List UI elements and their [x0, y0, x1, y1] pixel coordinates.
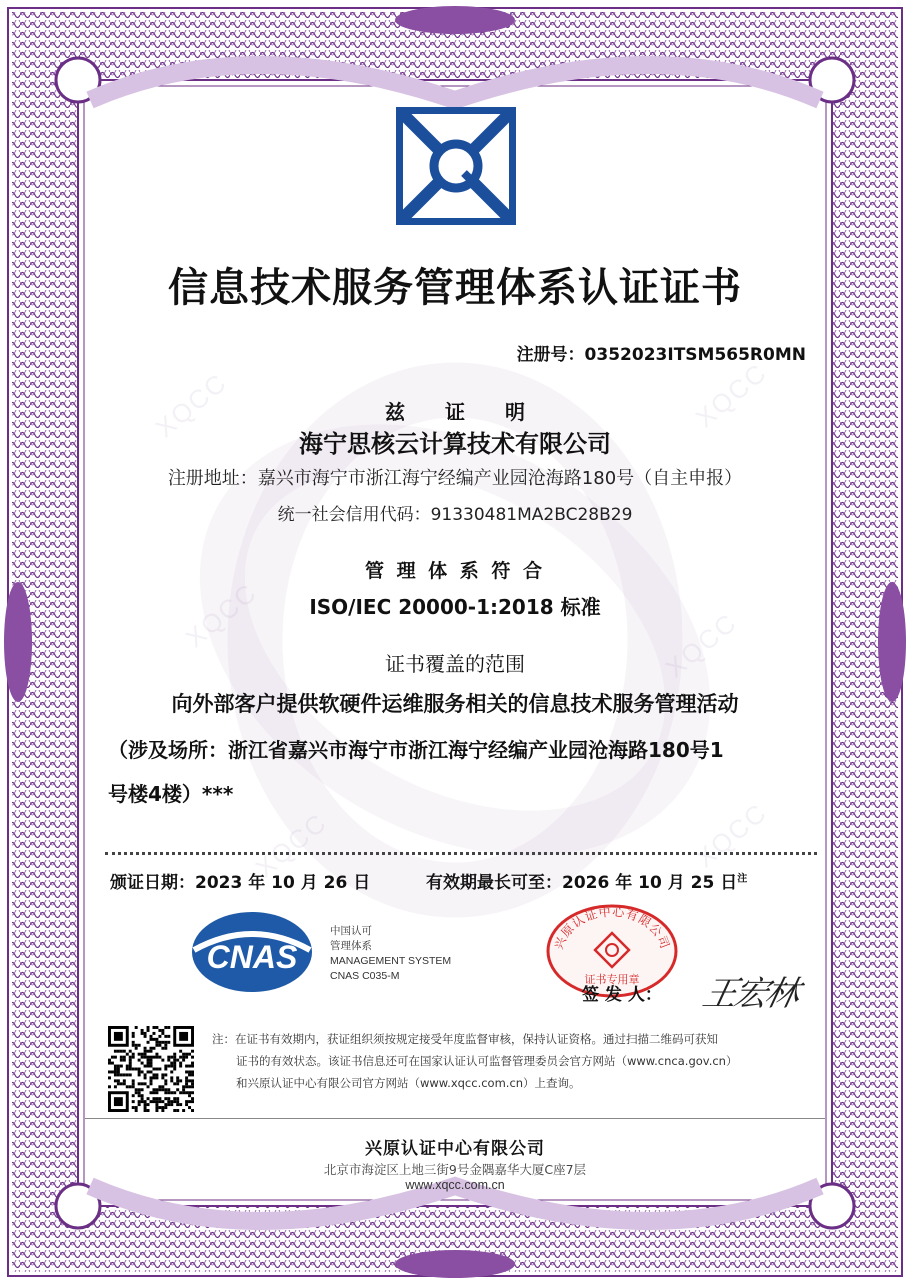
footer-website[interactable]: www.xqcc.com.cn — [405, 1178, 505, 1192]
note-block — [212, 1028, 737, 1094]
watermark: XQCC — [149, 366, 233, 444]
watermark: XQCC — [689, 356, 773, 434]
footer-rule — [0, 1118, 910, 1119]
seal-arc-text: 兴原认证中心有限公司 — [551, 904, 673, 952]
cnas-logo-text: CNAS — [206, 939, 298, 975]
signer-label: 签 发 人： — [582, 985, 662, 1005]
watermark: XQCC — [179, 576, 263, 654]
note-line-3: 和兴原认证中心有限公司官方网站（www.xqcc.com.cn）上查询。 — [236, 1076, 581, 1090]
certify-heading: 兹 证 明 — [385, 400, 525, 424]
cnas-caption — [330, 924, 451, 984]
seal-bottom-text: 证书专用章 — [584, 973, 640, 986]
cnas-line-1: 中国认可 — [330, 925, 372, 937]
xqcc-emblem-icon — [396, 107, 516, 225]
registration-number: 注册号：0352023ITSM565R0MN — [516, 345, 806, 365]
qr-code-icon — [108, 1026, 194, 1112]
standard: ISO/IEC 20000-1:2018 标准 — [309, 595, 601, 619]
cnas-logo-icon — [190, 910, 314, 994]
valid-until — [426, 868, 747, 893]
signature: 王宏林 — [699, 974, 801, 1014]
valid-note-mark: 注 — [737, 873, 748, 885]
conforms-heading: 管 理 体 系 符 合 — [364, 560, 546, 582]
site-line-2: 号楼4楼）*** — [108, 782, 234, 806]
footer-address: 北京市海淀区上地三街9号金隅嘉华大厦C座7层 — [323, 1162, 587, 1177]
cnas-line-2: 管理体系 — [330, 940, 372, 952]
valid-until-date: 有效期最长可至：2026 年 10 月 25 日 — [426, 873, 738, 893]
cnas-line-4: CNAS C035-M — [330, 970, 400, 982]
certificate-title: 信息技术服务管理体系认证证书 — [168, 265, 742, 311]
note-line-1: 注：在证书有效期内，获证组织须按规定接受年度监督审核，保持认证资格。通过扫描二维码可获知 — [212, 1032, 718, 1046]
cnas-line-3: MANAGEMENT SYSTEM — [330, 955, 452, 967]
site-line-1: （涉及场所：浙江省嘉兴市海宁市浙江海宁经编产业园沧海路180号1 — [108, 738, 724, 762]
watermark: XQCC — [689, 796, 773, 874]
footer-issuer: 兴原认证中心有限公司 — [365, 1139, 545, 1159]
issue-date: 颁证日期：2023 年 10 月 26 日 — [110, 873, 371, 893]
company-name: 海宁思核云计算技术有限公司 — [299, 430, 611, 458]
scope-heading: 证书覆盖的范围 — [385, 652, 525, 676]
watermark: XQCC — [659, 606, 743, 684]
registered-address: 注册地址：嘉兴市海宁市浙江海宁经编产业园沧海路180号（自主申报） — [167, 468, 743, 489]
watermark: XQCC — [249, 806, 333, 884]
divider — [105, 852, 817, 855]
scope-text: 向外部客户提供软硬件运维服务相关的信息技术服务管理活动 — [171, 692, 739, 716]
credit-code: 统一社会信用代码：91330481MA2BC28B29 — [277, 505, 633, 525]
note-line-2: 证书的有效状态。该证书信息还可在国家认证认可监督管理委员会官方网站（www.cnca.gov.cn） — [236, 1054, 738, 1068]
